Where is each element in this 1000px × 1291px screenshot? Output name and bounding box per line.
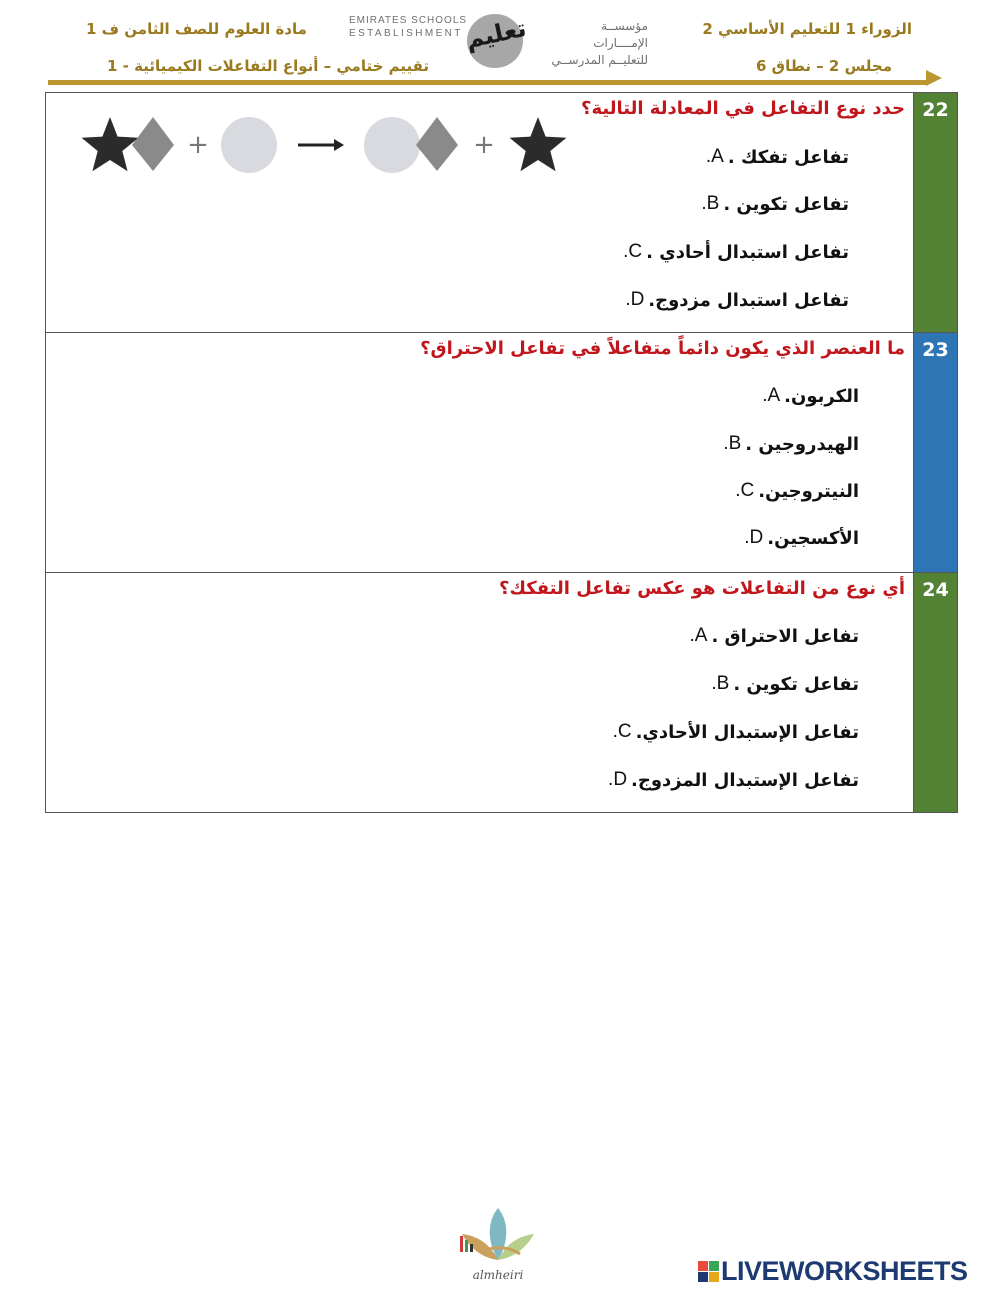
diamond-shape [132,117,174,171]
liveworksheets-logo[interactable]: LIVEWORKSHEETS [698,1256,968,1287]
assessment-title: تقييم ختامي – أنواع التفاعلات الكيميائية - 1 [107,57,430,75]
circle-shape [221,117,277,173]
question-number: 22 [913,93,957,332]
ese-logo-arabic: مؤسســة الإمــــارات للتعليــم المدرســي [551,19,648,67]
option-c[interactable]: تفاعل الإستبدال الأحادي. C. [612,721,859,743]
school-name: الزوراء 1 للتعليم الأساسي 2 [702,20,912,38]
header-divider-arrow [926,70,942,86]
question-text: ما العنصر الذي يكون دائماً متفاعلاً في تفاعل الاحتراق؟ [420,338,905,359]
leaf-emblem-icon [452,1200,544,1270]
circle-shape [364,117,420,173]
option-a[interactable]: تفاعل الاحتراق . A. [689,625,859,647]
arrow-head [334,139,344,151]
question-number: 23 [913,333,957,572]
question-24 [45,572,958,813]
question-23 [45,332,958,573]
option-d[interactable]: الأكسجين. D. [744,527,859,549]
ese-logo-english: EMIRATES SCHOOLS ESTABLISHMENT [349,15,468,39]
reaction-equation [76,113,576,183]
question-22 [45,92,958,333]
question-text: حدد نوع التفاعل في المعادلة التالية؟ [581,98,905,119]
option-c[interactable]: تفاعل استبدال أحادي . C. [623,241,849,263]
option-b[interactable]: تفاعل تكوين . B. [701,193,849,215]
diamond-shape [416,117,458,171]
plus-sign: + [473,130,495,160]
option-a[interactable]: الكربون. A. [762,385,859,407]
author-logo: almheiri [452,1200,544,1286]
star-shape [510,117,567,171]
subject-title: مادة العلوم للصف الثامن ف 1 [86,20,307,38]
option-b[interactable]: تفاعل تكوين . B. [711,673,859,695]
liveworksheets-icon [698,1261,719,1282]
option-d[interactable]: تفاعل استبدال مزدوج. D. [625,289,849,311]
option-a[interactable]: تفاعل تفكك . A. [705,146,849,168]
header-divider [48,80,926,85]
question-text: أي نوع من التفاعلات هو عكس تفاعل التفكك؟ [499,578,905,599]
school-council: مجلس 2 – نطاق 6 [756,57,892,75]
option-d[interactable]: تفاعل الإستبدال المزدوج. D. [608,769,859,791]
taleem-logo: تعليم [465,12,527,70]
option-c[interactable]: النيتروجين. C. [735,480,859,502]
option-b[interactable]: الهيدروجين . B. [723,433,859,455]
plus-sign: + [187,130,209,160]
question-number: 24 [913,573,957,812]
star-shape [82,117,139,171]
